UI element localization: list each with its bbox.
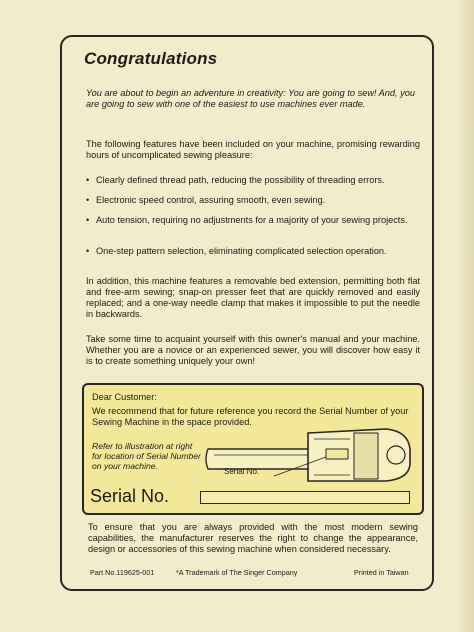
feature-item: • Auto tension, requiring no adjustments for a majority of your sewing projects. (86, 215, 420, 226)
serial-number-field[interactable] (200, 491, 410, 504)
feature-item: • One-step pattern selection, eliminating complicated selection operation. (86, 246, 420, 257)
page-title: Congratulations (84, 49, 218, 68)
customer-greeting: Dear Customer: (92, 392, 157, 402)
trademark-note: *A Trademark of The Singer Company (176, 568, 298, 577)
serial-callout-label: Serial No. (224, 467, 260, 476)
acquaint-text: Take some time to acquaint yourself with this owner's manual and your machine. Whether you are a novice or an experienced sewer, you will discover how easy it is to create something uniquely your own! (86, 334, 420, 366)
modern-notice-text: To ensure that you are always provided with the most modern sewing capabilities, the manufacturer reserves the right to change the appearance, design or accessories of this sewing machine when considered necessary. (88, 522, 418, 554)
page-edge (460, 0, 474, 632)
features-intro: The following features have been included on your machine, promising rewarding hours of uncomplicated sewing pleasure: (86, 139, 420, 160)
intro-text: You are about to begin an adventure in creativity: You are going to sew! And, you are going to sew with one of the easiest to use machines ever made. (86, 88, 415, 109)
customer-notice-box (82, 383, 424, 515)
feature-item: • Clearly defined thread path, reducing the possibility of threading errors. (86, 175, 420, 186)
serial-recommendation: We recommend that for future reference you record the Serial Number of your Sewing Machine in the space provided. (92, 406, 409, 427)
feature-item: • Electronic speed control, assuring smooth, even sewing. (86, 195, 420, 206)
serial-label: Serial No. (90, 486, 170, 506)
illustration-reference: Refer to illustration at right for location of Serial Number on your machine. (92, 441, 201, 471)
bed-extension-text: In addition, this machine features a removable bed extension, permitting both flat and free-arm sewing; snap-on presser feet that are quickly removed and easily replaced; and a one-way needle clamp that makes it impossible to put the needle in backwards. (86, 276, 420, 319)
printed-in: Printed in Taiwan (354, 568, 409, 577)
part-number: Part No.119625-001 (90, 568, 155, 577)
